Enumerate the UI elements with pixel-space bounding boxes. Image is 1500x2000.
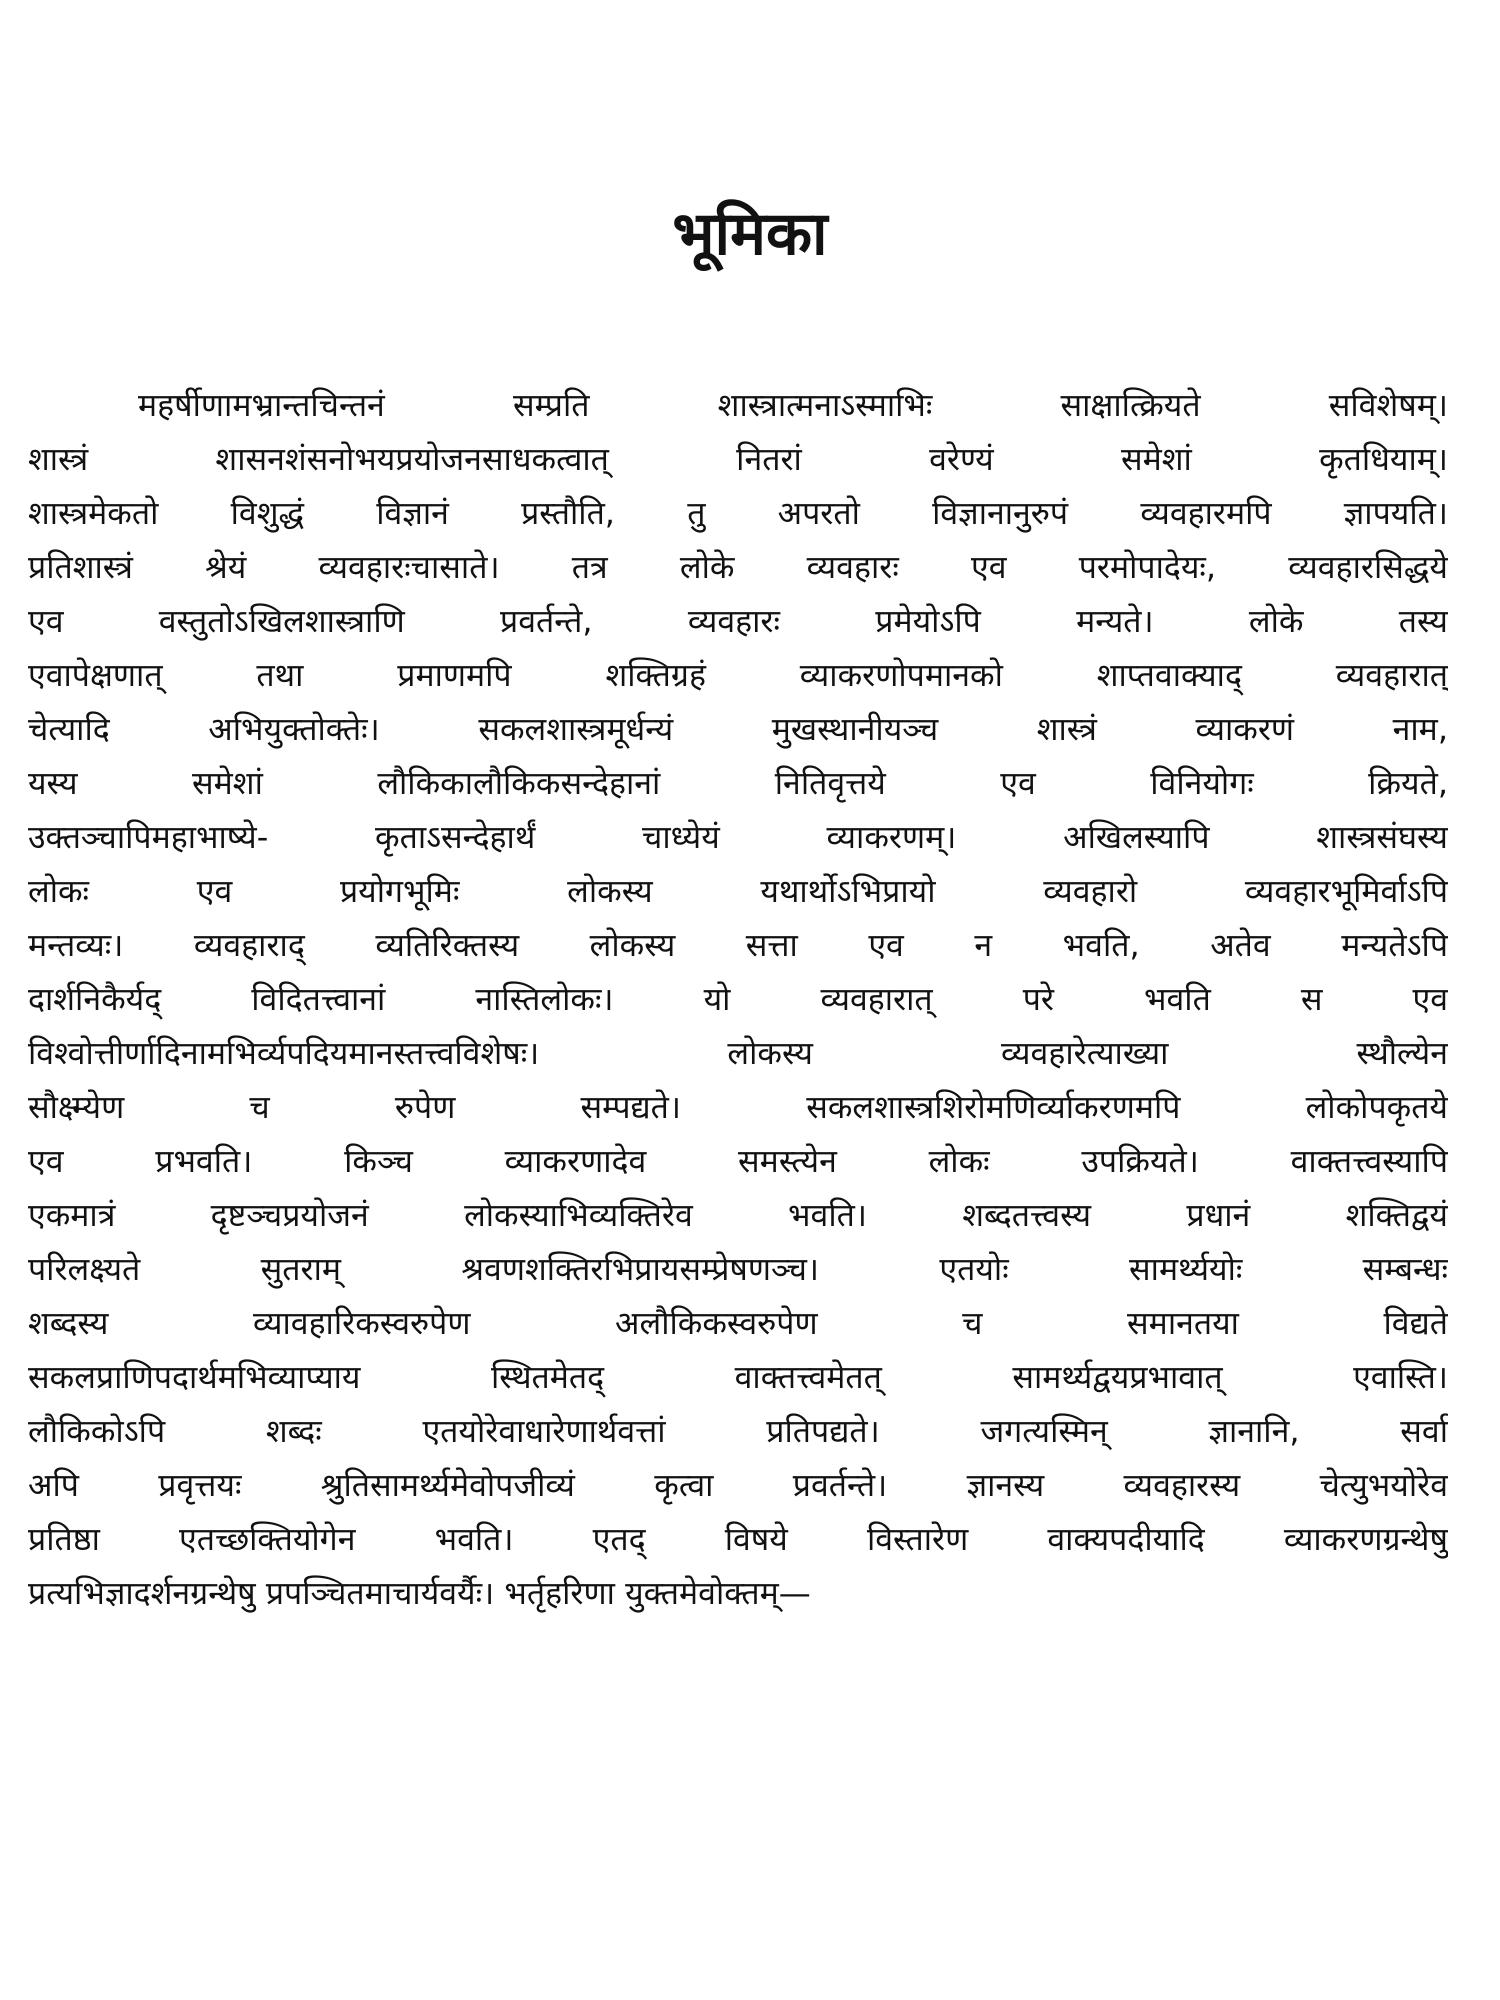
text-line: शास्त्रमेकतो विशुद्धं विज्ञानं प्रस्तौति, तु अपरतो विज्ञानानुरुपं व्यवहारमपि ज्ञापयति। <box>28 494 1448 532</box>
text-line: दार्शनिकैर्यद् विदितत्त्वानां नास्तिलोकः। यो व्यवहारात् परे भवति स एव <box>28 980 1448 1018</box>
text-line: प्रतिष्ठा एतच्छक्तियोगेन भवति। एतद् विषये विस्तारेण वाक्यपदीयादि व्याकरणग्रन्थेषु <box>28 1520 1448 1558</box>
text-line: सौक्ष्म्येण च रुपेण सम्पद्यते। सकलशास्त्रशिरोमणिर्व्याकरणमपि लोकोपकृतये <box>28 1088 1448 1126</box>
text-line: विश्वोत्तीर्णादिनामभिर्व्यपदियमानस्तत्त्वविशेषः। लोकस्य व्यवहारेत्याख्या स्थौल्येन <box>28 1034 1448 1072</box>
text-line: एकमात्रं दृष्टञ्चप्रयोजनं लोकस्याभिव्यक्तिरेव भवति। शब्दतत्त्वस्य प्रधानं शक्तिद्वयं <box>28 1196 1448 1234</box>
text-line: परिलक्ष्यते सुतराम् श्रवणशक्तिरभिप्रायसम्प्रेषणञ्च। एतयोः सामर्थ्ययोः सम्बन्धः <box>28 1250 1448 1288</box>
body-paragraph <box>28 378 1448 1620</box>
text-line: अपि प्रवृत्तयः श्रुतिसामर्थ्यमेवोपजीव्यं कृत्वा प्रवर्तन्ते। ज्ञानस्य व्यवहारस्य चेत्युभयोरेव <box>28 1466 1448 1504</box>
text-line: एवापेक्षणात् तथा प्रमाणमपि शक्तिग्रहं व्याकरणोपमानको शाप्तवाक्याद् व्यवहारात् <box>28 656 1448 694</box>
text-line: एव प्रभवति। किञ्च व्याकरणादेव समस्त्येन लोकः उपक्रियते। वाक्तत्त्वस्यापि <box>28 1142 1448 1180</box>
text-line: लौकिकोऽपि शब्दः एतयोरेवाधारेणार्थवत्तां प्रतिपद्यते। जगत्यस्मिन् ज्ञानानि, सर्वा <box>28 1412 1448 1450</box>
text-line: सकलप्राणिपदार्थमभिव्याप्याय स्थितमेतद् वाक्तत्त्वमेतत् सामर्थ्यद्वयप्रभावात् एवास्ति। <box>28 1358 1448 1396</box>
text-line: यस्य समेशां लौकिकालौकिकसन्देहानां नितिवृत्तये एव विनियोगः क्रियते, <box>28 764 1448 802</box>
text-line: प्रतिशास्त्रं श्रेयं व्यवहारःचासाते। तत्र लोके व्यवहारः एव परमोपादेयः, व्यवहारसिद्धये <box>28 548 1448 586</box>
text-line: लोकः एव प्रयोगभूमिः लोकस्य यथार्थोऽभिप्रायो व्यवहारो व्यवहारभूमिर्वाऽपि <box>28 872 1448 910</box>
text-line: चेत्यादि अभियुक्तोक्तेः। सकलशास्त्रमूर्धन्यं मुखस्थानीयञ्च शास्त्रं व्याकरणं नाम, <box>28 710 1448 748</box>
text-line: शब्दस्य व्यावहारिकस्वरुपेण अलौकिकस्वरुपेण च समानतया विद्यते <box>28 1304 1448 1342</box>
page-title: भूमिका <box>672 199 828 269</box>
text-line: मन्तव्यः। व्यवहाराद् व्यतिरिक्तस्य लोकस्य सत्ता एव न भवति, अतेव मन्यतेऽपि <box>28 926 1448 964</box>
text-line: प्रत्यभिज्ञादर्शनग्रन्थेषु प्रपञ्चितमाचार्यवर्यैः। भर्तृहरिणा युक्तमेवोक्तम्— <box>28 1574 811 1612</box>
text-line: शास्त्रं शासनशंसनोभयप्रयोजनसाधकत्वात् नितरां वरेण्यं समेशां कृतधियाम्। <box>28 440 1448 478</box>
text-line: महर्षीणामभ्रान्तचिन्तनं सम्प्रति शास्त्रात्मनाऽस्माभिः साक्षात्क्रियते सविशेषम्। <box>138 386 1448 424</box>
text-line: उक्तञ्चापिमहाभाष्ये- कृताऽसन्देहार्थं चाध्येयं व्याकरणम्। अखिलस्यापि शास्त्रसंघस्य <box>28 818 1448 856</box>
text-line: एव वस्तुतोऽखिलशास्त्राणि प्रवर्तन्ते, व्यवहारः प्रमेयोऽपि मन्यते। लोके तस्य <box>28 602 1448 640</box>
